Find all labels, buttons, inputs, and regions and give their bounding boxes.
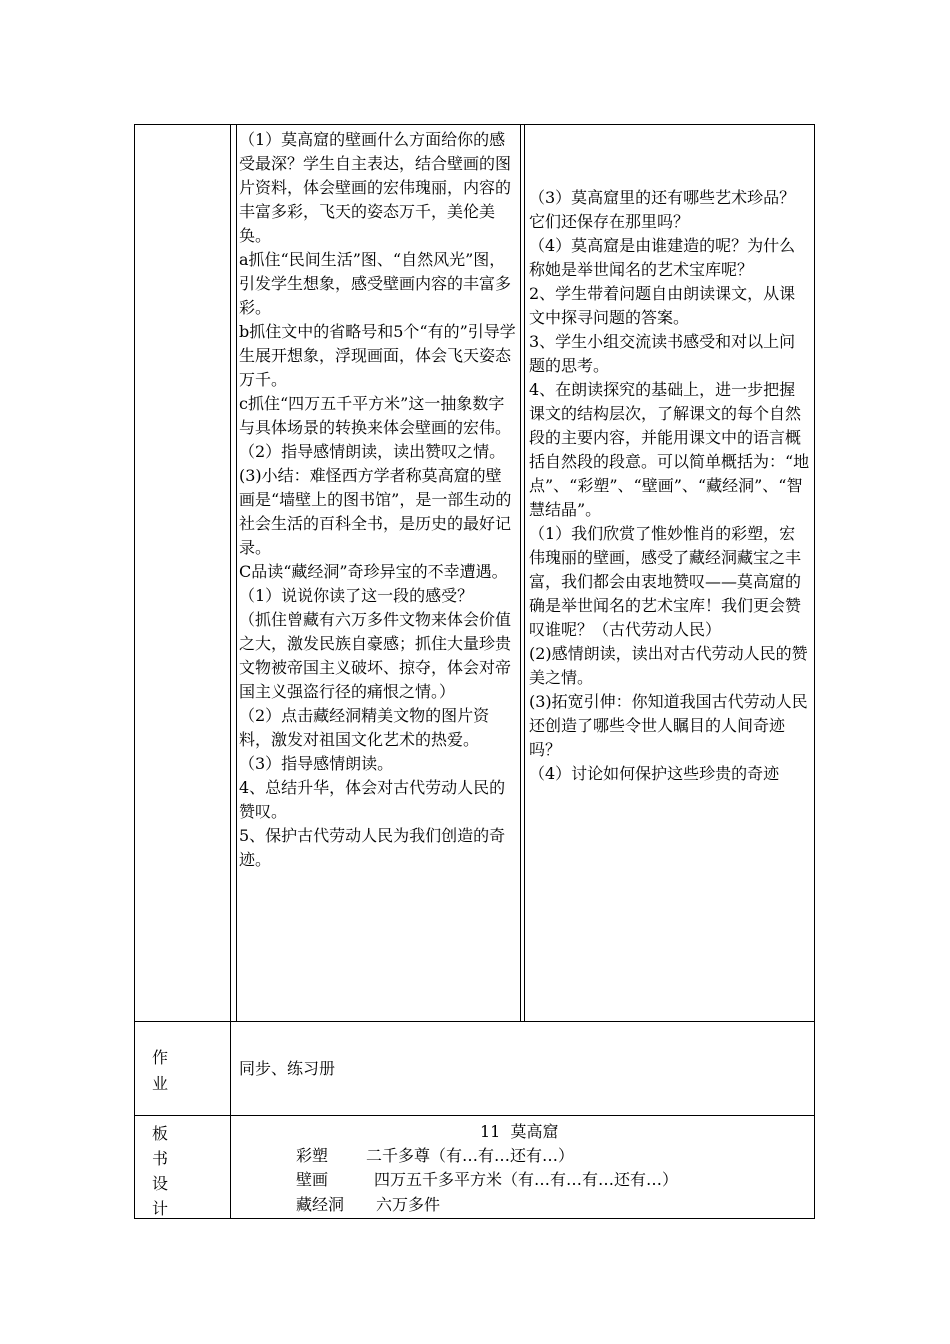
table-left-border xyxy=(134,124,135,1219)
left-paragraph: C品读“藏经洞”奇珍异宝的不幸遭遇。 xyxy=(239,562,508,581)
left-paragraph: （1）莫高窟的壁画什么方面给你的感受最深？学生自主表达，结合壁画的图片资料，体会壁画的宏伟瑰丽，内容的丰富多彩，飞天的姿态万千，美伦美奂。 xyxy=(239,130,512,245)
inner-middle-left-border xyxy=(520,124,521,1022)
left-paragraph: （2）点击藏经洞精美文物的图片资料，激发对祖国文化艺术的热爱。 xyxy=(239,706,490,749)
board-term: 藏经洞 xyxy=(296,1195,345,1214)
left-paragraph: b抓住文中的省略号和5个“有的”引导学生展开想象，浮现画面，体会飞天姿态万千。 xyxy=(239,322,516,389)
board-design-label xyxy=(148,1121,172,1221)
right-paragraph: (3)拓宽引伸：你知道我国古代劳动人民还创造了哪些令世人瞩目的人间奇迹吗？ xyxy=(529,692,808,759)
board-term: 彩塑 xyxy=(296,1146,329,1165)
left-paragraph: c抓住“四万五千平方米”这一抽象数字与具体场景的转换来体会壁画的宏伟。 xyxy=(239,394,512,437)
homework-content: 同步、练习册 xyxy=(239,1059,336,1078)
left-paragraph: a抓住“民间生活”图、“自然风光”图，引发学生想象，感受壁画内容的丰富多彩。 xyxy=(239,250,512,317)
row-divider-board xyxy=(134,1115,815,1116)
board-desc: 二千多尊（有…有…还有…） xyxy=(366,1146,575,1165)
teaching-process-right xyxy=(529,186,810,786)
left-paragraph: 4、总结升华，体会对古代劳动人民的赞叹。 xyxy=(239,778,506,821)
left-paragraph: (3)小结：难怪西方学者称莫高窟的壁画是“墙壁上的图书馆”，是一部生动的社会生活的百科全书，是历史的最好记录。 xyxy=(239,466,512,557)
board-desc: 四万五千多平方米（有…有…有…还有…） xyxy=(374,1170,679,1189)
label-column-divider xyxy=(230,124,231,1219)
board-label-char: 书 xyxy=(151,1149,168,1168)
homework-label-char: 业 xyxy=(151,1074,168,1093)
board-label-char: 板 xyxy=(151,1124,168,1143)
table-bottom-border xyxy=(134,1218,815,1219)
right-paragraph: (2)感情朗读，读出对古代劳动人民的赞美之情。 xyxy=(529,644,808,687)
right-paragraph: 4、在朗读探究的基础上，进一步把握课文的结构层次，了解课文的每个自然段的主要内容，并能用课文中的语言概括自然段的段意。可以简单概括为：“地点”、“彩塑”、“壁画”、“藏经洞”、“智慧结晶”。 xyxy=(529,380,810,519)
table-right-border xyxy=(814,124,815,1219)
left-paragraph: （抓住曾藏有六万多件文物来体会价值之大，激发民族自豪感；抓住大量珍贵文物被帝国主义破坏、掠夺，体会对帝国主义强盗行径的痛恨之情。） xyxy=(239,610,512,701)
inner-middle-right-border xyxy=(524,124,525,1022)
left-paragraph: （1）说说你读了这一段的感受？ xyxy=(239,586,474,605)
board-desc: 六万多件 xyxy=(376,1195,441,1214)
board-title: 11 莫高窟 xyxy=(480,1122,559,1141)
right-paragraph: （4）讨论如何保护这些珍贵的奇迹 xyxy=(529,764,780,783)
homework-label xyxy=(148,1045,172,1097)
right-paragraph: 2、学生带着问题自由朗读课文，从课文中探寻问题的答案。 xyxy=(529,284,796,327)
board-term: 壁画 xyxy=(296,1170,329,1189)
left-paragraph: （2）指导感情朗读，读出赞叹之情。 xyxy=(239,442,506,461)
right-paragraph: （1）我们欣赏了惟妙惟肖的彩塑，宏伟瑰丽的壁画，感受了藏经洞藏宝之丰富，我们都会由衷地赞叹——莫高窟的确是举世闻名的艺术宝库！我们更会赞叹谁呢？（古代劳动人民） xyxy=(529,524,802,639)
right-paragraph: （3）莫高窟里的还有哪些艺术珍品？它们还保存在那里吗？ xyxy=(529,188,796,231)
board-label-char: 计 xyxy=(151,1199,168,1218)
inner-left-border xyxy=(236,124,237,1022)
right-paragraph: 3、学生小组交流读书感受和对以上问题的思考。 xyxy=(529,332,796,375)
homework-label-char: 作 xyxy=(151,1048,168,1067)
teaching-process-left xyxy=(239,128,516,872)
right-paragraph: （4）莫高窟是由谁建造的呢？为什么称她是举世闻名的艺术宝库呢？ xyxy=(529,236,796,279)
left-paragraph: （3）指导感情朗读。 xyxy=(239,754,394,773)
board-label-char: 设 xyxy=(151,1174,168,1193)
left-paragraph: 5、保护古代劳动人民为我们创造的奇迹。 xyxy=(239,826,506,869)
